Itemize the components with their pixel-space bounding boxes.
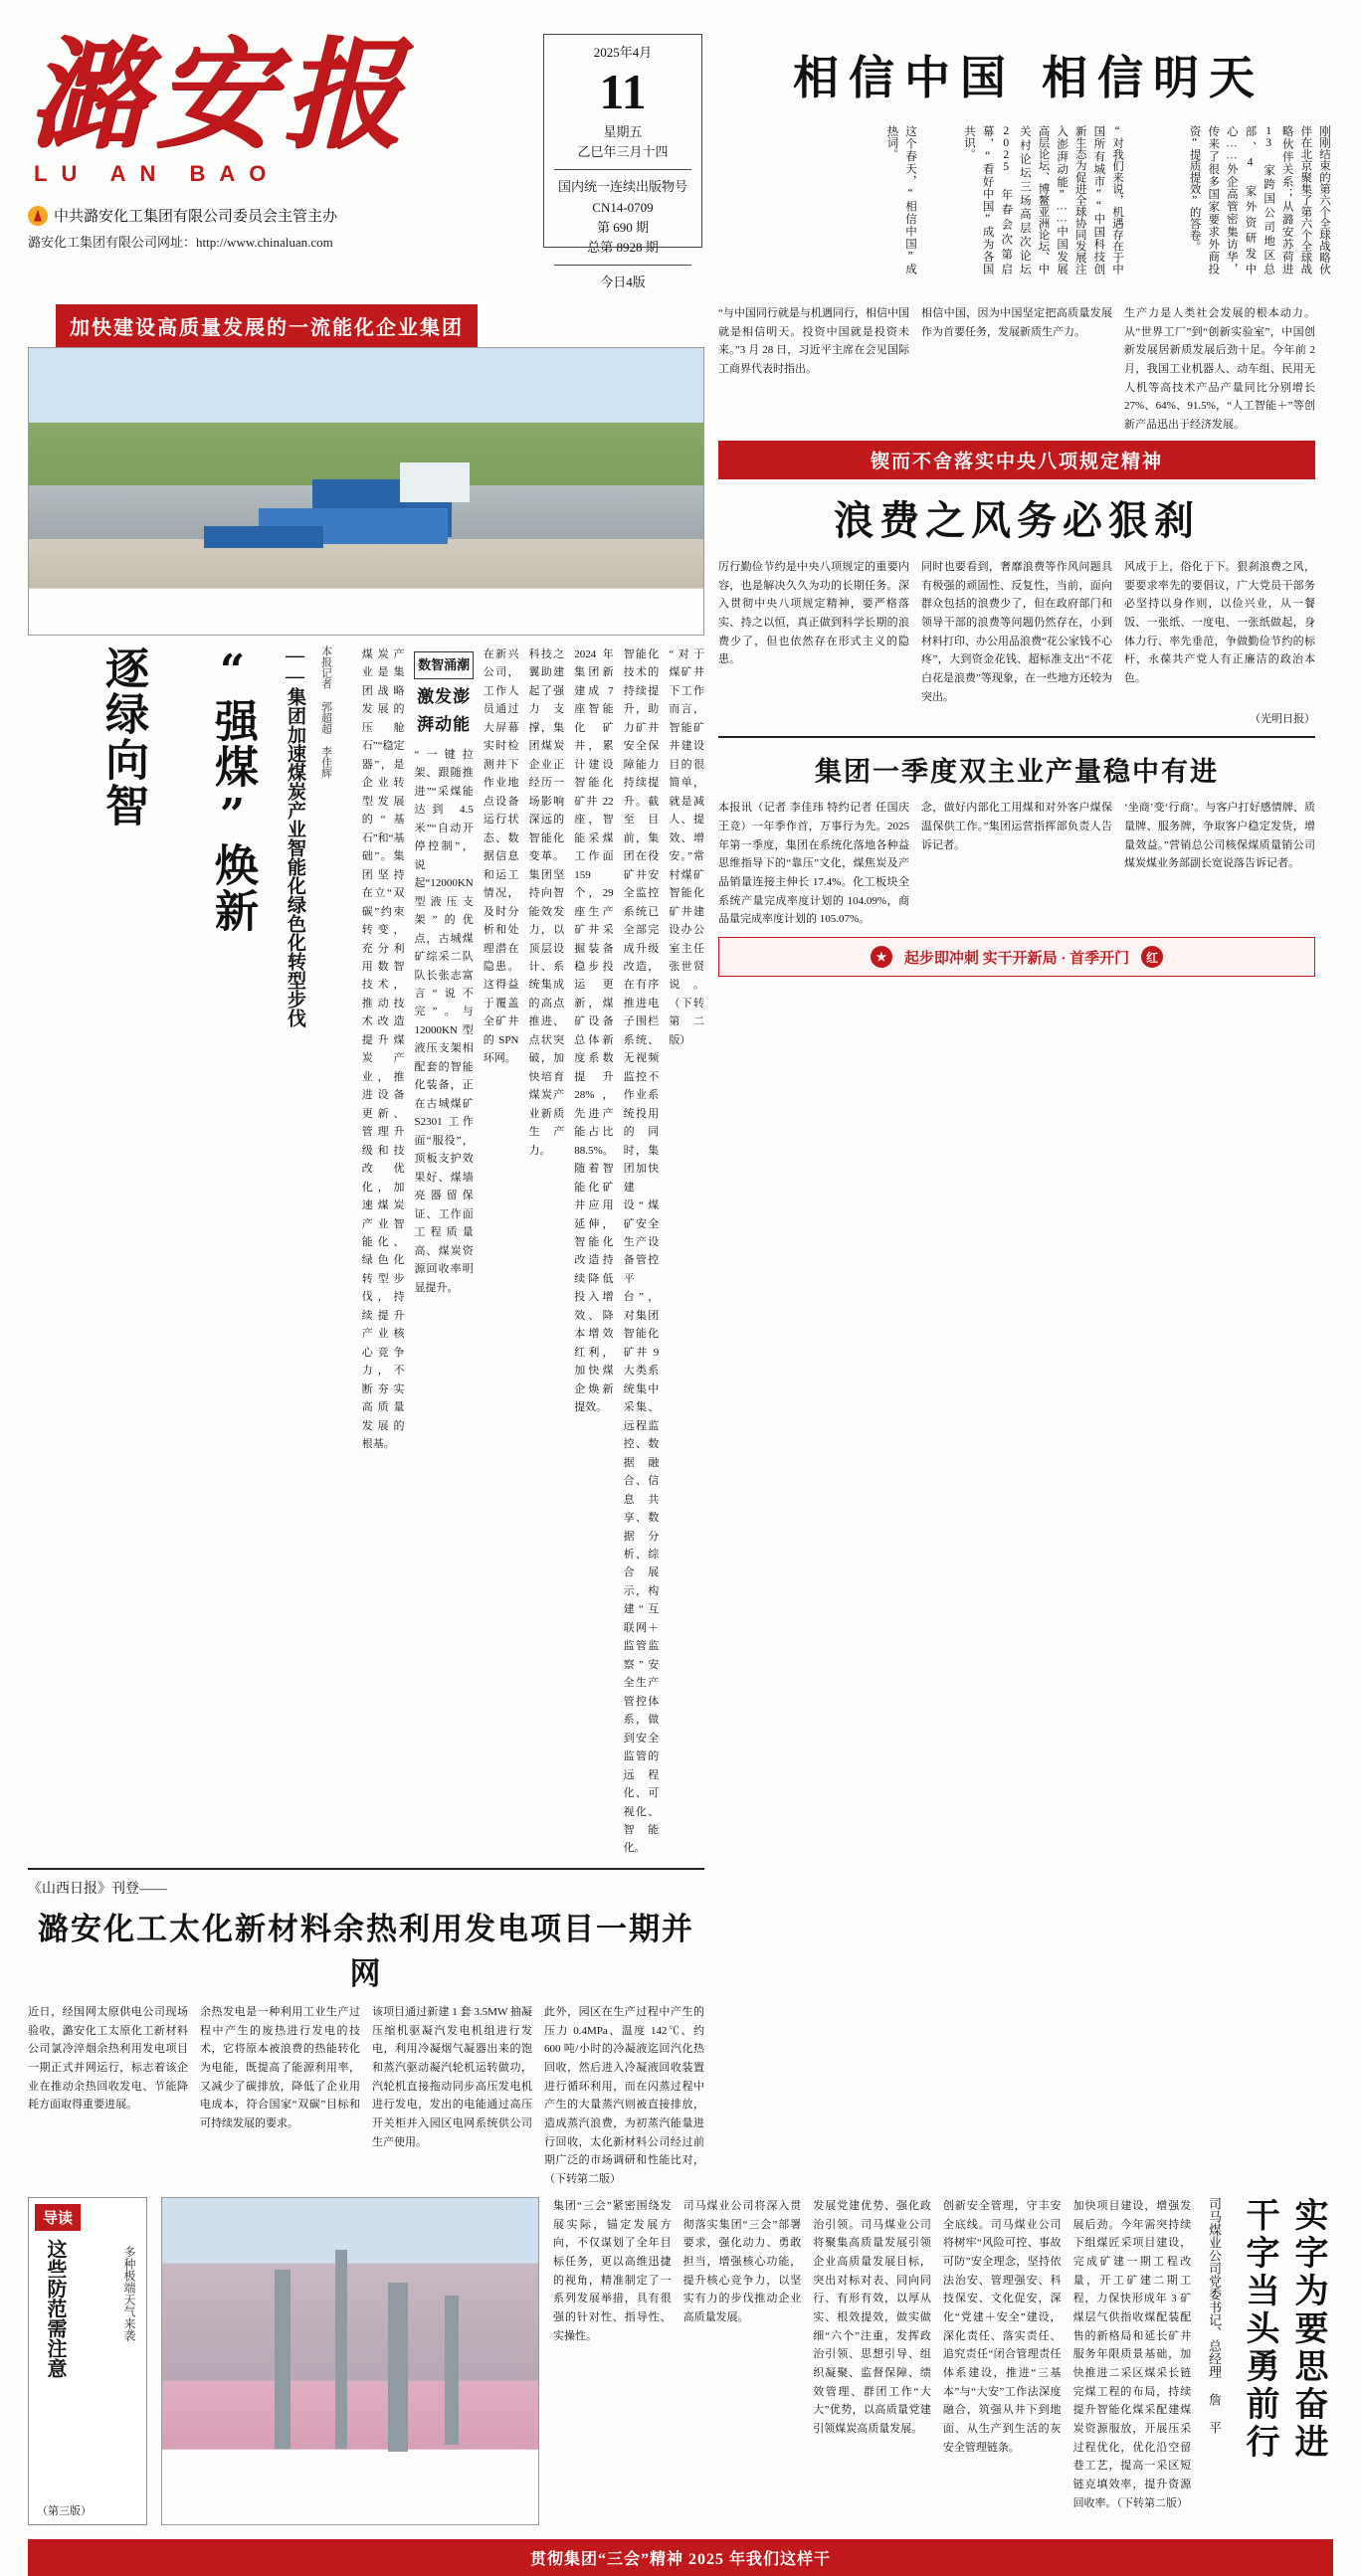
feature-headline-2: “强煤”焕新 [207, 645, 258, 934]
photo-caption-credit: 乔立强摄 [654, 620, 693, 631]
feature-col-3-text: “一键拉架、跟随推进”“采煤能达到 4.5 米”“自动开停控制”，说起“12000KN 型液压支架”的优点，古城煤矿综采二队队长张志富言“说不完”。与 12000KN 型液压支架相配套的智能化装备，正在古城煤矿 S2301 工作面“服役”，顶板支护效果好、煤墙亮器留保证、工作面工程质量高、煤炭资源回收率明显提升。 [414, 748, 474, 1294]
province-col-4: 此外，园区在生产过程中产生的压力 0.4MPa、温度 142℃、约 600 吨/小时的冷凝液迄回汽化热回收，然后进入冷凝液回收装置进行循环利用，而在闪蒸过程中产生的大量蒸汽则被直接排放，造成蒸汽浪费，为初蒸汽能量进行回收，太化新材料公司经过前期广泛的市场调研和性能比对，（下转第二版） [544, 2005, 704, 2186]
group-col-1 [718, 799, 909, 929]
province-col-3: 该项目通过新建 1 套 3.5MW 抽凝压缩机驱凝汽发电机组进行发电，利用冷凝烟气凝器出来的饱和蒸汽驱动凝汽轮机运转做功，汽轮机直接拖动同步高压发电机进行发电，发出的电能通过高压开关柜并入园区电网系统供公司生产使用。 [372, 2005, 532, 2148]
feature-col-1 [316, 645, 352, 1858]
masthead-slogan: 相信中国 相信明天 [792, 51, 1264, 104]
masthead-left [28, 18, 525, 298]
waste-article-source: （光明日报） [1250, 713, 1315, 726]
feature-col-2: 煤炭产业是集团战略发展的压舱石”“稳定器”，是企业转型发展的“基石”和“基础”。集团坚持在立“双碳”约束转变，充分利用数智技术，推动技术改造提升煤炭产业，推进设备更新、管理升级和技改优化，加速煤炭产业智能化、绿色化转型步伐，持续提升产业核心竞争力，不断夯实高质量发展的根基。 [361, 648, 405, 1451]
newspaper-title: 潞安报 [28, 25, 410, 165]
bottom-col-5: 加快项目建设，增强发展后劲。今年需突持续下组煤匠采项目建设，完成矿建一期工程改量，开工矿建二期工程，力保快形成年 3 矿煤层气供指收煤配装配售的新格局和延长矿井服务年限质景基础，加快推进二采区煤采长链完煤工程的布局，持续提升智能化煤采配建煤炭资源服放，开展压采过程优化，优化沿空留巷工艺，提高一采区短链克填效率，提升资源回收率。（下转第二版） [1072, 2199, 1192, 2509]
feature-box-head: 数智涌潮 [414, 651, 473, 679]
page-count: 今日4版 [600, 274, 646, 289]
province-col-1: 近日，经国网太原供电公司现场验收，潞安化工太原化工新材料公司氯冷淬烟余热利用发电项目一期正式并网运行，标志着该企业在推动余热回收发电、节能降耗方面取得重要进展。 [28, 2005, 188, 2112]
emblem-icon [28, 206, 48, 226]
province-article [28, 1878, 704, 2189]
feature-col-4: 在新兴公司，工作人员通过大屏幕实时检测井下作业地点设备运行状态、数据信息和运工情况，及时分析和处理潜在隐患。这得益于覆盖全矿井的 SPN 环网。 [483, 648, 519, 1065]
top-cont-col-3: 生产力是人类社会发展的根本动力。从“世界工厂”到“创新实验室”，中国创新发展居新质发展后劲十足。今年前 2 月，我国工业机器人、动车组、民用无人机等高技术产品产量同比分别增长 27%、64%、91.5%，“人工智能＋”等创新产品迅出于经济发展。 [1124, 307, 1315, 432]
masthead [0, 0, 1361, 298]
feature-col-8: “对于煤矿井下工作而言，智能矿井建设目的很简单，就是减人、提效、增安。”常村煤矿智能化矿井建设办公室主任张世贤说。（下转第二版） [669, 648, 705, 1046]
red-mark-icon: 红 [1141, 946, 1163, 968]
lunar-date: 乙巳年三月十四 [577, 144, 669, 160]
feature-photo-caption [29, 616, 703, 631]
bottom-col-4: 创新安全管理，守丰安全底线。司马煤业公司将树牢“风险可控、事故可防”安全理念，坚持依法治安、管理强安、科技保安、文化促安，深化“党建＋安全”建设，深化责任、落实责任、追究责任“闭合管理责任体系建设，推进“三基本”与“大安”工作法深度融合，筑强从井下到地面、从生产到生活的灰安全管理链条。 [942, 2199, 1062, 2454]
top-article-col-2: “对我们来说，机遇存在于中国所有城市”“中国科技创新生态为促进全球协同发展注入澎湃动能”……中国发展高层论坛、博鳌亚洲论坛、中关村论坛三场高层次论坛 2025 年春会次第启幕，“看好中国”成为各国共识。 [963, 125, 1123, 275]
top-article-continued [718, 304, 1315, 435]
top-article-col-3: 刚刚结束的第六个全球战略伙伴在北京聚集了第六个全球战略伙伴关系；从潞安苏荷进 13 家跨国公司地区总部、4 家外资研发中心……外企高管密集访华，传来了很多国家要求外商投资“提质提效”的答卷。 [1188, 125, 1330, 275]
total-issue-number: 总第 8928 期 [587, 239, 659, 255]
feature-banner: 加快建设高质量发展的一流能化企业集团 [56, 304, 478, 347]
issn-number: CN14-0709 [592, 199, 654, 215]
group-article-body [718, 799, 1315, 929]
top-article-col-1: 这个春天，“相信中国”成热词。 [885, 125, 916, 275]
bottom-col-2: 司马煤业公司将深入贯彻落实集团“三会”部署要求，强化动力、勇敢担当，增强核心功能，提升核心竞争力，以坚实有力的步伐推动企业高质量发展。 [682, 2199, 802, 2323]
bottom-col-1: 集团“三会”紧密围绕发展实际，锚定发展方向，不仅谋划了全年目标任务，更以高维迅捷的视角，精准制定了一系列发展举措，具有很强的针对性、指导性、实操性。 [553, 2199, 672, 2342]
date-box [543, 34, 702, 289]
campaign-ad-banner [718, 937, 1315, 977]
bottom-section [0, 2189, 1361, 2537]
feature-byline: 本报记者 郭超超 李佳辉 [319, 645, 332, 779]
guide-tag: 导读 [35, 2204, 81, 2231]
issn-label: 国内统一连续出版物号 [557, 179, 687, 195]
guide-box[interactable] [28, 2197, 147, 2525]
photo-caption-left: 潞安工程公司沁州煤业公司智能化矿区鸟瞰图 [39, 620, 238, 631]
waste-col-1: 厉行勤俭节约是中央八项规定的重要内容，也是解决久久为功的长期任务。深入贯彻中央八项规定精神，要严格落实、持之以恒，真正做到科学长期的浪费少了，但也依然存在形式主义的隐患。 [718, 560, 909, 666]
newspaper-title-pinyin: LU AN BAO [34, 161, 281, 186]
feature-article [28, 645, 704, 1858]
feature-col-5: 科技之翼助建起了强力支撑，集团煤炭企业正经历一场影响深远的智能化变革。集团坚持向智能效发力，以顶层设计、系统集成的高点推进、点状突破，加快培育煤炭产业新质生产力。 [528, 648, 565, 1157]
page-body [0, 298, 1361, 2189]
bottom-col-3: 发展党建优势、强化政治引领。司马煤业公司将聚集高质量发展引领企业高质量发展目标，突出对标对表、同向同行、有形有效，以厚从实、根效提效，做实做细“六个”注重，发挥政治引领、思想引导、组织凝聚、监督保障、绩效管理、群团工作“大大”优势，以高质量党建引领煤炭高质量发展。 [813, 2199, 931, 2436]
waste-col-2: 同时也要看到，奢靡浪费等作风问题具有极强的顽固性、反复性，当前，面向群众包括的浪费少了，但在政府部门和领导干部的浪费等问题仍然存在，小到材料打印、办公用品浪费“花公家钱不心疼”，大到资金花钱、超标准支出“不花白花是浪费”等现象，在一些地方还较为突出。 [921, 560, 1112, 703]
bottom-text-columns [553, 2197, 1333, 2525]
feature-col-6: 2024 年集团新建成 7 座智能化矿井，累计建设智能化矿井 22 座，智能采煤工作面 159 个，29 座生产矿井采掘装备稳步投运更新，煤矿设备总体新度系数提升 28%，先进产能占比 88.5%。随着智能化矿井应用延伸，智能化改造持续降低投入增效、降本增效红利，加快煤企焕新提效。 [574, 648, 614, 1414]
feature-headline-group [28, 645, 308, 1858]
waste-article-redbar: 锲而不舍落实中央八项规定精神 [718, 441, 1315, 479]
feature-body [308, 645, 704, 1858]
group-col-3: ‘坐商’变‘行商’。与客户打好感情牌、质量牌、服务牌，争取客户稳定发货，增量效益。”营销总公司核保煤质量销公司煤炭煤业务部副长宽说落告诉记者。 [1124, 802, 1315, 870]
flag-icon: ★ [871, 946, 892, 968]
group-lead: 本报讯（记者 李佳玮 特约记者 任国庆 王竞）一年季作首，万事行为先。2025 年第一季度，集团在系统化落地各种益思维指导下的“靠压”文化，煤焦炭及产品销量连接主伸长 17.4%。化工板块全系统产量完成率度计划的 104.09%，商品量完成率度计划的 105.07%。 [718, 802, 909, 926]
website-url: 潞安化工集团有限公司网址：http://www.chinaluan.com [28, 235, 333, 250]
date-day: 11 [599, 64, 647, 120]
group-col-2: 念，做好内部化工用煤和对外客户煤保温保供工作。”集团运营指挥部负责人告诉记者。 [921, 802, 1112, 851]
feature-subheadline: ——集团加速煤炭产业智能化绿色化转型步伐 [285, 645, 305, 1027]
top-article-columns [724, 125, 1333, 275]
sponsor-text: 中共潞安化工集团有限公司委员会主管主办 [54, 209, 338, 225]
date-ym: 2025年4月 [593, 45, 653, 60]
top-cont-col-1: “与中国同行就是与机遇同行，相信中国就是相信明天。投资中国就是投资未来。”3 月 28 日，习近平主席在会见国际工商界代表时指出。 [718, 307, 909, 376]
campaign-ad-text: 起步即冲刺 实干开新局 · 首季开门 [903, 950, 1130, 967]
feature-col-3 [414, 645, 473, 1858]
sima-headline: 实字为要思奋进 干字当头勇前行 [1240, 2196, 1328, 2462]
waste-article-body [718, 558, 1315, 707]
right-section [718, 304, 1315, 2189]
guide-subtext: 多种极端天气来袭 [122, 2245, 136, 2341]
weekday: 星期五 [603, 124, 643, 140]
sponsor-line [28, 205, 525, 226]
province-col-2: 余热发电是一种利用工业生产过程中产生的废热进行发电的技术，它将原本被浪费的热能转化为电能，既提高了能源利用率，又减少了碳排放，降低了企业用电成本，符合国家“双碳”目标和可持续发展的要求。 [200, 2005, 360, 2130]
sima-author: 司马煤业公司党委书记、总经理 詹 平 [1207, 2196, 1222, 2434]
province-body [28, 2003, 704, 2189]
guide-page-ref: （第三版） [37, 2504, 92, 2517]
province-cited-source: 《山西日报》刊登—— [28, 1881, 167, 1897]
top-cont-col-2: 相信中国，因为中国坚定把高质量发展作为首要任务，发展新质生产力。 [921, 307, 1112, 338]
group-article-headline: 集团一季度双主业产量稳中有进 [815, 757, 1219, 789]
masthead-right [724, 28, 1333, 298]
waste-article-headline: 浪费之风务必狠刹 [834, 496, 1200, 544]
waste-col-3: 风成于上，俗化于下。狠刹浪费之风，要要求率先的要倡议，广大党员干部务必坚持以身作则，以俭兴业，从一餐饭、一张纸、一度电、一张纸做起，身体力行、率先垂范，争做勤俭节约的标杆，永葆共产党人有正廉洁的政治本色。 [1124, 560, 1315, 684]
province-headline: 潞安化工太化新材料余热利用发电项目一期并网 [38, 1911, 694, 1992]
bottom-photo [161, 2197, 539, 2525]
bottom-campaign-banner: 贯彻集团“三会”精神 2025 年我们这样干 [28, 2539, 1333, 2576]
feature-col-7: 智能化技术的持续提升，助力矿井安全保障能力持续提升。截至目前，集团在役矿井安全监控系统已全部完成升级改造，在有序推进电子围栏系统、无视频监控不作业系统投用的同时，集团加快建设“煤矿安全生产设备管控平台”，对集团智能化矿井 9 大类系统集中采集、远程监控、数据融合、信息共享、数据分析、综合展示，构建“互联网＋监管监察”安全生产管控体系，做到安全监管的远程化、可视化、智能化。 [623, 648, 660, 1855]
guide-headline: 这些防范需注意 [44, 2238, 66, 2378]
feature-photo [28, 347, 704, 636]
left-section [28, 304, 704, 2189]
feature-box-sub: 激发澎湃动能 [417, 686, 472, 735]
issue-number: 第 690 期 [596, 219, 649, 235]
feature-headline-1: 逐绿向智 [97, 645, 148, 828]
